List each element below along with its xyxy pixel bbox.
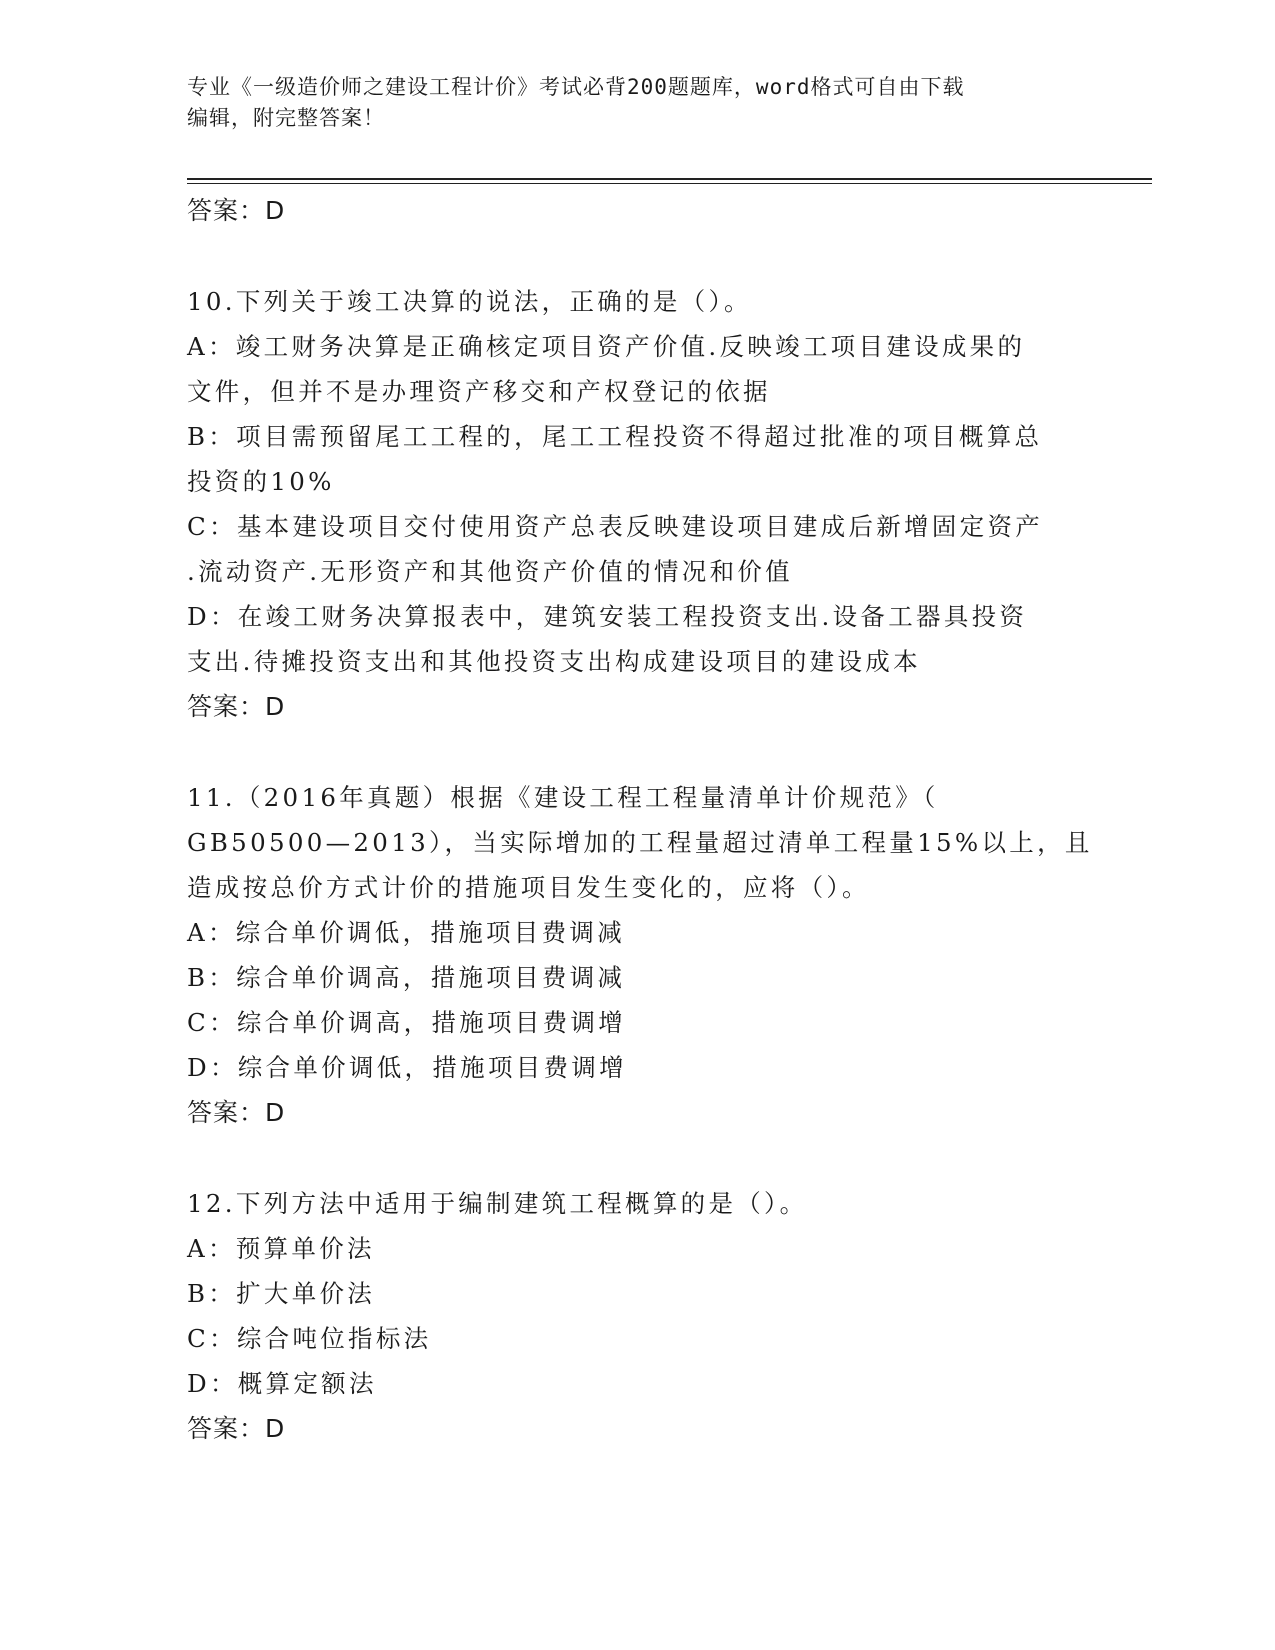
header-line-1: 专业《一级造价师之建设工程计价》考试必背200题题库，word格式可自由下载 [187, 75, 965, 99]
question-10-option-b-line-2: 投资的10% [187, 467, 335, 496]
question-11-stem-line-3: 造成按总价方式计价的措施项目发生变化的，应将（）。 [187, 873, 870, 902]
question-10-option-d-line-1: D：在竣工财务决算报表中，建筑安装工程投资支出.设备工器具投资 [187, 602, 1028, 631]
question-10 [187, 279, 1087, 729]
question-11-option-c: C：综合单价调高，措施项目费调增 [187, 1008, 627, 1037]
question-10-option-c-line-2: .流动资产.无形资产和其他资产价值的情况和价值 [187, 557, 793, 586]
question-10-option-c-line-1: C：基本建设项目交付使用资产总表反映建设项目建成后新增固定资产 [187, 512, 1044, 541]
question-12-option-a: A：预算单价法 [187, 1234, 375, 1263]
document-header [187, 72, 1067, 134]
question-12-option-c: C：综合吨位指标法 [187, 1324, 432, 1353]
block-spacer [187, 1135, 1087, 1181]
question-11-option-d: D：综合单价调低，措施项目费调增 [187, 1053, 627, 1082]
header-line-2: 编辑，附完整答案！ [187, 106, 385, 130]
question-11-stem-line-1: 11.（2016年真题）根据《建设工程工程量清单计价规范》（ [187, 783, 939, 812]
question-12-option-d: D：概算定额法 [187, 1369, 377, 1398]
question-12-stem: 12.下列方法中适用于编制建筑工程概算的是（）。 [187, 1189, 808, 1218]
answer-line: 答案：D [187, 1414, 286, 1443]
question-11-option-b: B：综合单价调高，措施项目费调减 [187, 963, 626, 992]
question-11 [187, 775, 1093, 1135]
block-spacer [187, 233, 1087, 279]
question-10-option-b-line-1: B：项目需预留尾工工程的，尾工工程投资不得超过批准的项目概算总 [187, 422, 1043, 451]
question-12 [187, 1181, 1087, 1451]
question-10-option-a-line-1: A：竣工财务决算是正确核定项目资产价值.反映竣工项目建设成果的 [187, 332, 1026, 361]
question-content [187, 188, 1093, 1451]
header-divider-thin [187, 183, 1152, 184]
question-11-option-a: A：综合单价调低，措施项目费调减 [187, 918, 625, 947]
header-divider-thick [187, 178, 1152, 180]
answer-line: 答案：D [187, 1098, 286, 1127]
answer-line: 答案：D [187, 196, 286, 225]
question-10-option-a-line-2: 文件，但并不是办理资产移交和产权登记的依据 [187, 377, 771, 406]
answer-line: 答案：D [187, 692, 286, 721]
question-10-stem-line-1: 10.下列关于竣工决算的说法，正确的是（）。 [187, 287, 752, 316]
question-12-option-b: B：扩大单价法 [187, 1279, 376, 1308]
question-10-option-d-line-2: 支出.待摊投资支出和其他投资支出构成建设项目的建设成本 [187, 647, 921, 676]
question-11-stem-line-2: GB50500—2013），当实际增加的工程量超过清单工程量15%以上，且 [187, 828, 1093, 857]
block-spacer [187, 729, 1087, 775]
